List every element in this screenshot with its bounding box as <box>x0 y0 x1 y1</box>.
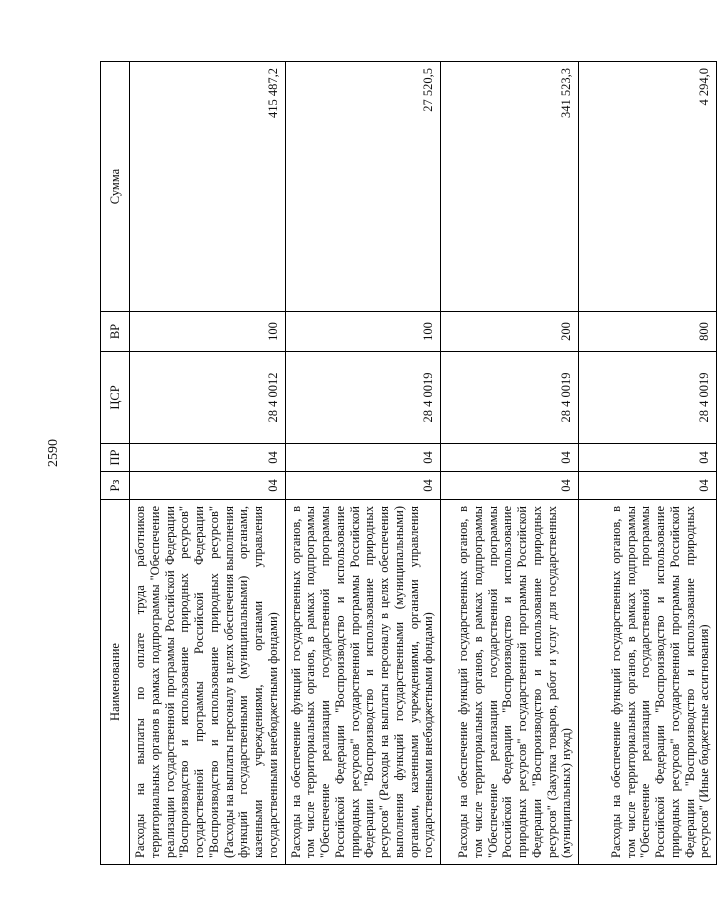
rotated-page-content <box>100 62 712 865</box>
row-rz: 04 <box>285 472 441 500</box>
row-sum: 27 520,5 <box>285 62 441 312</box>
table-header <box>101 62 130 865</box>
page-number <box>40 438 68 468</box>
row-name: Расходы на выплаты по оплате труда работников территориальных органов в рамках подпрограммы "Обеспечение реализации государственной программы Российской Федерации "Воспроизводство и использование природных ресурсов" государственной программы Российской Федерации "Воспроизводство и использование природных ресурсов" (Расходы на выплаты персоналу в целях обеспечения выполнения функций государственными (муниципальными) органами, казенными учреждениями, органами управления государственными внебюджетными фондами) <box>130 500 286 865</box>
table-body <box>130 62 717 865</box>
table-row <box>579 62 717 865</box>
row-sum: 415 487,2 <box>130 62 286 312</box>
table-row <box>285 62 441 865</box>
header-csr: ЦСР <box>101 352 130 444</box>
row-csr: 28 4 0019 <box>285 352 441 444</box>
row-vr: 200 <box>441 312 579 352</box>
row-name: Расходы на обеспечение функций государственных органов, в том числе территориальных органов, в рамках подпрограммы "Обеспечение реализации государственной программы Российской Федерации "Воспроизводство и использование природных ресурсов" государственной программы Российской Федерации "Воспроизводство и использование природных ресурсов" (Иные бюджетные ассигнования) <box>579 500 717 865</box>
row-pr: 04 <box>579 444 717 472</box>
page-number-text: 2590 <box>46 439 61 467</box>
table-row <box>130 62 286 865</box>
row-rz: 04 <box>441 472 579 500</box>
row-pr: 04 <box>285 444 441 472</box>
table-row <box>441 62 579 865</box>
row-name: Расходы на обеспечение функций государственных органов, в том числе территориальных органов, в рамках подпрограммы "Обеспечение реализации государственной программы Российской Федерации "Воспроизводство и использование природных ресурсов" государственной программы Российской Федерации "Воспроизводство и использование природных ресурсов" (Расходы на выплаты персоналу в целях обеспечения выполнения функций государственными (муниципальными) органами, казенными учреждениями, органами управления государственными внебюджетными фондами) <box>285 500 441 865</box>
row-vr: 100 <box>285 312 441 352</box>
row-csr: 28 4 0012 <box>130 352 286 444</box>
header-sum: Сумма <box>101 62 130 312</box>
row-name: Расходы на обеспечение функций государственных органов, в том числе территориальных органов, в рамках подпрограммы "Обеспечение реализации государственной программы Российской Федерации "Воспроизводство и использование природных ресурсов" государственной программы Российской Федерации "Воспроизводство и использование природных ресурсов" (Закупка товаров, работ и услуг для государственных (муниципальных) нужд) <box>441 500 579 865</box>
header-name: Наименование <box>101 500 130 865</box>
row-vr: 800 <box>579 312 717 352</box>
row-csr: 28 4 0019 <box>579 352 717 444</box>
row-rz: 04 <box>579 472 717 500</box>
row-pr: 04 <box>441 444 579 472</box>
row-pr: 04 <box>130 444 286 472</box>
header-pr: ПР <box>101 444 130 472</box>
header-row <box>101 62 130 865</box>
row-sum: 341 523,3 <box>441 62 579 312</box>
header-vr: ВР <box>101 312 130 352</box>
row-sum: 4 294,0 <box>579 62 717 312</box>
header-rz: Рз <box>101 472 130 500</box>
row-rz: 04 <box>130 472 286 500</box>
budget-table <box>100 61 717 865</box>
row-csr: 28 4 0019 <box>441 352 579 444</box>
row-vr: 100 <box>130 312 286 352</box>
